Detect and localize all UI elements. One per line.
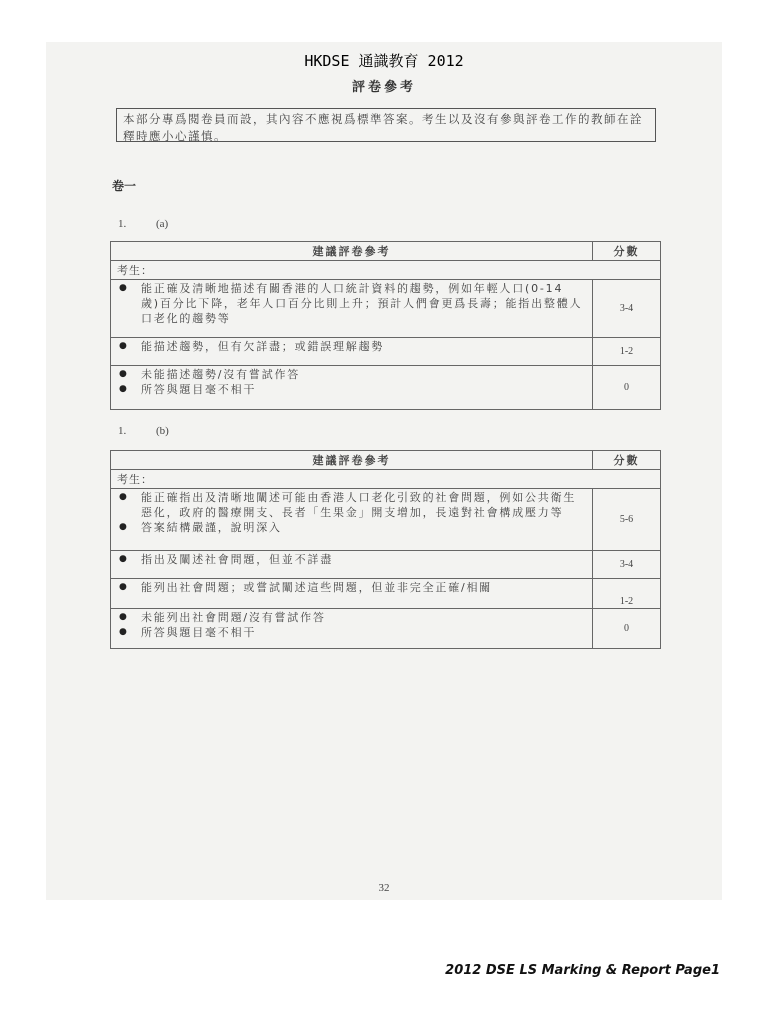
footer-caption: 2012 DSE LS Marking & Report Page1 — [445, 963, 720, 978]
criterion-item: ● 未能列出社會問題/沒有嘗試作答 — [117, 610, 586, 625]
criterion-item: ● 未能描述趨勢/沒有嘗試作答 — [117, 367, 586, 382]
score-cell: 1-2 — [593, 579, 661, 609]
table-row — [111, 338, 661, 366]
table-row — [111, 280, 661, 338]
candidate-label: 考生： — [111, 470, 661, 489]
notice-box: 本部分專爲閱卷員而設，其內容不應視爲標準答案。考生以及沒有參與評卷工作的教師在詮釋時應小心謹慎。 — [116, 108, 656, 142]
table-row — [111, 489, 661, 551]
question-part: (b) — [156, 425, 169, 437]
table-row — [111, 551, 661, 579]
criterion-item: ● 能正確及清晰地描述有關香港的人口統計資料的趨勢，例如年輕人口(0-14 歲)百分比下降，老年人口百分比則上升；預計人們會更爲長壽；能指出整體人口老化的趨勢等 — [117, 281, 586, 326]
score-cell: 0 — [593, 609, 661, 649]
rubric-table-1b — [110, 450, 661, 649]
criterion-item: ● 答案結構嚴謹，說明深入 — [117, 520, 586, 535]
question-number: 1. — [118, 425, 127, 437]
rubric-table-1a — [110, 241, 661, 410]
question-number: 1. — [118, 218, 127, 230]
column-header-marks: 分數 — [593, 242, 661, 261]
score-cell: 3-4 — [593, 551, 661, 579]
score-cell: 5-6 — [593, 489, 661, 551]
score-cell: 0 — [593, 366, 661, 410]
page-number: 32 — [378, 882, 390, 894]
question-part: (a) — [156, 218, 169, 230]
score-cell: 1-2 — [593, 338, 661, 366]
column-header-guide: 建議評卷參考 — [111, 242, 593, 261]
criterion-item: ● 能列出社會問題；或嘗試闡述這些問題，但並非完全正確/相關 — [117, 580, 586, 595]
column-header-marks: 分數 — [593, 451, 661, 470]
column-header-guide: 建議評卷參考 — [111, 451, 593, 470]
question-label-1a — [118, 218, 168, 230]
criterion-item: ● 能正確指出及清晰地闡述可能由香港人口老化引致的社會問題，例如公共衛生惡化，政府的醫療開支、長者「生果金」開支增加，長遠對社會構成壓力等 — [117, 490, 586, 520]
table-row — [111, 366, 661, 410]
paper-label: 卷一 — [112, 179, 137, 193]
criterion-item: ● 指出及闡述社會問題，但並不詳盡 — [117, 552, 586, 567]
table-row — [111, 609, 661, 649]
candidate-label: 考生： — [111, 261, 661, 280]
criterion-item: ● 所答與題目毫不相干 — [117, 382, 586, 397]
criterion-item: ● 能描述趨勢，但有欠詳盡；或錯誤理解趨勢 — [117, 339, 586, 354]
header-title: HKDSE 通識教育 2012 — [304, 52, 464, 70]
question-label-1b — [118, 425, 169, 437]
criterion-item: ● 所答與題目毫不相干 — [117, 625, 586, 640]
score-cell: 3-4 — [593, 280, 661, 338]
document-title: 評卷參考 — [351, 80, 416, 95]
table-row — [111, 579, 661, 609]
